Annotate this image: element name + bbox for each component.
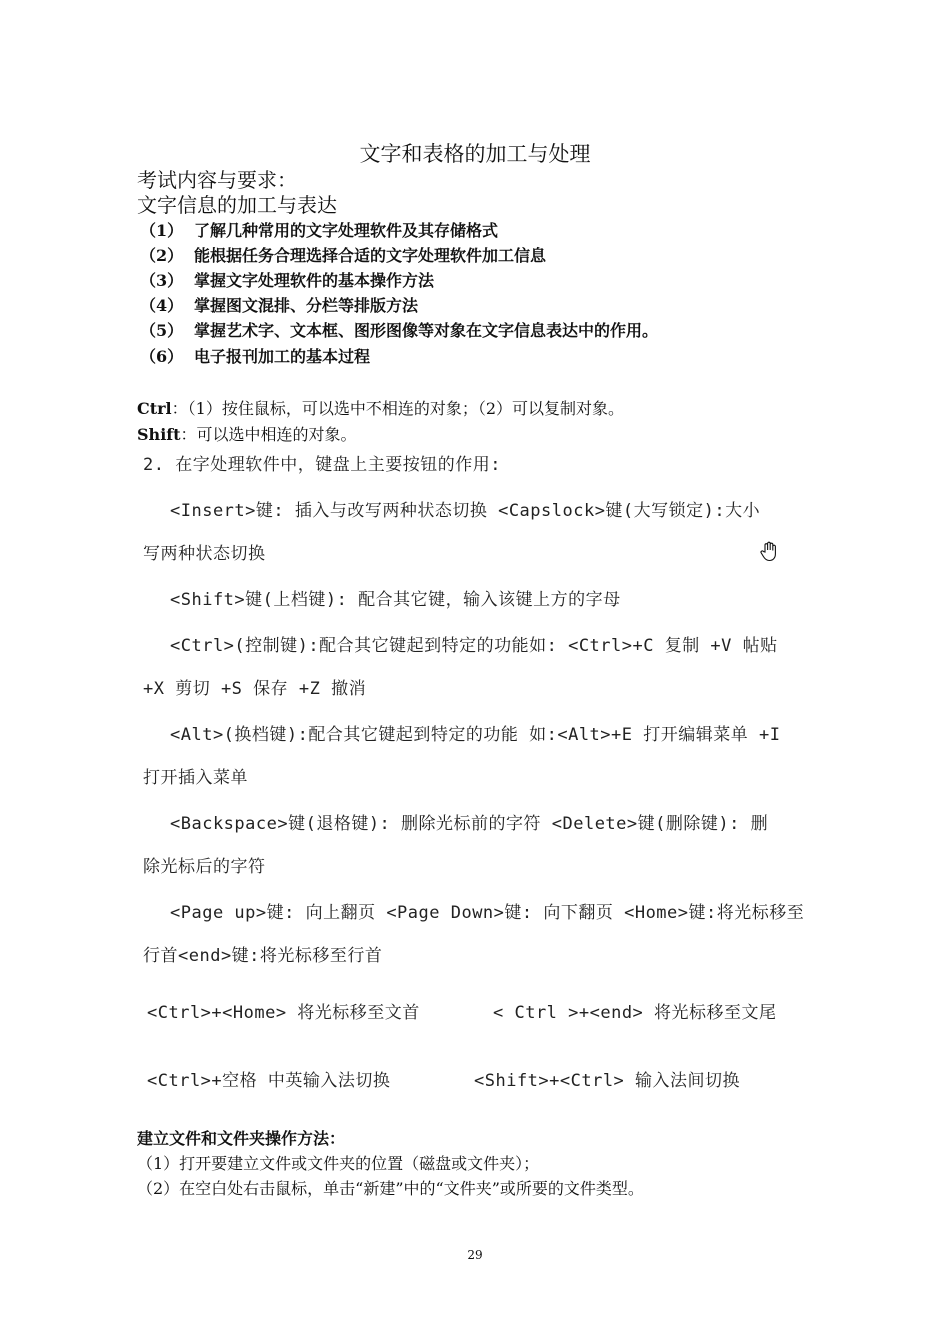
section-heading: 考试内容与要求： (137, 168, 297, 192)
backspace-key-line: <Backspace>键(退格键): 删除光标前的字符 <Delete>键(删除键): 删 (170, 814, 769, 834)
ctrl-end-line: < Ctrl >+<end> 将光标移至文尾 (493, 1003, 777, 1023)
requirement-item: （5） 掌握艺术字、文本框、图形图像等对象在文字信息表达中的作用。 (140, 321, 659, 340)
file-ops-step: （2）在空白处右击鼠标，单击“新建”中的“文件夹”或所要的文件类型。 (137, 1179, 644, 1198)
alt-key-cont-line: 打开插入菜单 (143, 768, 248, 788)
page-keys-line: <Page up>键: 向上翻页 <Page Down>键: 向下翻页 <Home>键:将光标移至 (170, 903, 805, 923)
ctrl-key-line: <Ctrl>(控制键):配合其它键起到特定的功能如: <Ctrl>+C 复制 +V 帖贴 (170, 636, 778, 656)
requirement-item: （4） 掌握图文混排、分栏等排版方法 (140, 296, 419, 315)
ctrl-space-line: <Ctrl>+空格 中英输入法切换 (147, 1071, 391, 1091)
requirement-item: （2） 能根据任务合理选择合适的文字处理软件加工信息 (140, 246, 547, 265)
sub-heading: 文字信息的加工与表达 (137, 193, 337, 217)
alt-key-line: <Alt>(换档键):配合其它键起到特定的功能 如:<Alt>+E 打开编辑菜单 +I (170, 725, 781, 745)
ctrl-note: Ctrl：（1）按住鼠标，可以选中不相连的对象；（2）可以复制对象。 (137, 399, 625, 418)
file-ops-heading: 建立文件和文件夹操作方法： (137, 1129, 346, 1148)
capslock-cont-line: 写两种状态切换 (143, 544, 266, 564)
shift-note: Shift：可以选中相连的对象。 (137, 425, 357, 444)
ctrl-home-line: <Ctrl>+<Home> 将光标移至文首 (147, 1003, 420, 1023)
shift-key-line: <Shift>键(上档键): 配合其它键，输入该键上方的字母 (170, 590, 621, 610)
keyboard-intro: 2. 在字处理软件中，键盘上主要按钮的作用: (143, 455, 501, 475)
home-end-cont-line: 行首<end>键:将光标移至行首 (143, 946, 383, 966)
requirement-item: （1） 了解几种常用的文字处理软件及其存储格式 (140, 221, 499, 240)
requirement-item: （6） 电子报刊加工的基本过程 (140, 347, 371, 366)
requirement-item: （3） 掌握文字处理软件的基本操作方法 (140, 271, 435, 290)
delete-key-cont-line: 除光标后的字符 (143, 857, 266, 877)
insert-key-line: <Insert>键: 插入与改写两种状态切换 <Capslock>键(大写锁定):大小 (170, 501, 761, 521)
hand-cursor-icon (760, 540, 780, 566)
file-ops-step: （1）打开要建立文件或文件夹的位置（磁盘或文件夹）； (137, 1154, 540, 1173)
shift-ctrl-line: <Shift>+<Ctrl> 输入法间切换 (474, 1071, 741, 1091)
ctrl-key-cont-line: +X 剪切 +S 保存 +Z 撤消 (143, 679, 367, 699)
page-number: 29 (467, 1248, 483, 1262)
page-title: 文字和表格的加工与处理 (359, 142, 591, 166)
